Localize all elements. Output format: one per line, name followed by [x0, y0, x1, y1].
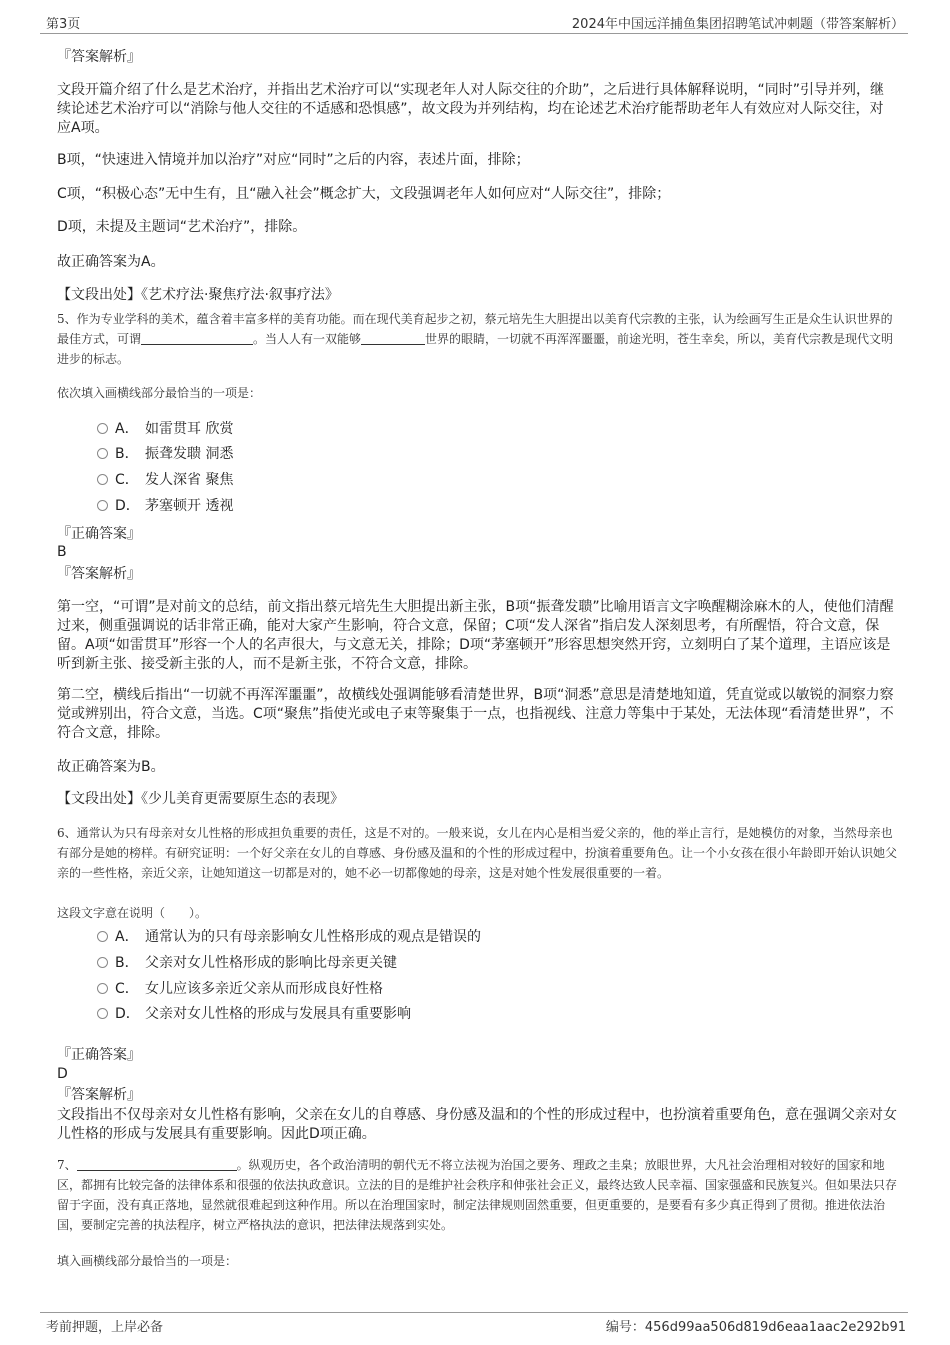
q7-prompt: 填入画横线部分最恰当的一项是： — [57, 1254, 238, 1268]
q7-stem-text: 。纵观历史，各个政治清明的朝代无不将立法视为治国之要务、理政之圭臬；放眼世界，大凡社会治理相对较好的国家和地区，都拥有比较完备的法律体系和很强的依法执政意识。立法的目的是维护社会秩序和伸张社会正义，最终达致人民幸福、国家强盛和民族复兴。但如果法只存留于字面，没有真正落地，显然就很难起到这种作用。所以在治理国家时，制定法律规则固然重要，但更重要的，是要看有多少真正得到了贯彻。推进依法治国，要制定完善的执法程序，树立严格执法的意识，把法律法规落到实处。 — [57, 1158, 898, 1232]
code-value: 456d99aa506d819d6eaa1aac2e292b91 — [644, 1320, 906, 1335]
option-letter: C． — [115, 981, 139, 997]
radio-icon[interactable] — [97, 423, 108, 434]
document-code — [606, 1316, 906, 1335]
q4-analysis-p3: C项，“积极心态”无中生有，且“融入社会”概念扩大，文段强调老年人如何应对“人际交往”，排除； — [57, 186, 671, 202]
q6-option-d[interactable] — [97, 1004, 411, 1024]
q5-option-b[interactable] — [97, 444, 233, 464]
q4-analysis-p1: 文段开篇介绍了什么是艺术治疗，并指出艺术治疗可以“实现老年人对人际交往的介助”，之后进行具体解释说明，“同时”引导并列，继续论述艺术治疗可以“消除与他人交往的不适感和恐惧感”，故文段为并列结构，均在论述艺术治疗能帮助老年人有效应对人际交往，对应A项。 — [57, 82, 885, 136]
q7-number: 7、 — [57, 1158, 77, 1172]
q6-option-b[interactable] — [97, 953, 397, 973]
footer-slogan: 考前押题，上岸必备 — [46, 1320, 164, 1335]
option-text: 父亲对女儿性格形成的影响比母亲更关键 — [145, 955, 397, 971]
radio-icon[interactable] — [97, 983, 108, 994]
q6-option-c[interactable] — [97, 979, 383, 999]
page-footer — [40, 1312, 908, 1335]
option-letter: D． — [115, 498, 140, 514]
radio-icon[interactable] — [97, 931, 108, 942]
q5-option-c[interactable] — [97, 470, 233, 490]
option-text: 发人深省 聚焦 — [145, 472, 234, 488]
q6-stem: 6、通常认为只有母亲对女儿性格的形成担负重要的责任，这是不对的。一般来说，女儿在内心是相当爱父亲的，他的举止言行，是她模仿的对象，当然母亲也有部分是她的榜样。有研究证明：一个好父亲在女儿的自尊感、身份感及温和的个性的形成过程中，扮演着重要角色。让一个小女孩在很小年龄即开始认识她父亲的一些性格，亲近父亲，让她知道这一切都是对的，她不必一切都像她的母亲，这是对她个性发展很重要的一着。 — [57, 826, 898, 880]
page-header — [40, 13, 908, 34]
q5-analysis-label: 『答案解析』 — [57, 566, 141, 582]
q6-analysis-label: 『答案解析』 — [57, 1087, 141, 1103]
q5-source: 【文段出处】《少儿美育更需要原生态的表现》 — [57, 791, 344, 807]
q5-analysis-p2: 第二空，横线后指出“一切就不再浑浑噩噩”，故横线处强调能够看清楚世界，B项“洞悉”意思是清楚地知道，凭直觉或以敏锐的洞察力察觉或辨别出，符合文意，当选。C项“聚焦”指使光或电子束等聚集于一点，也指视线、注意力等集中于某处，无法体现“看清楚世界”，不符合文意，排除。 — [57, 687, 894, 741]
q4-analysis-p4: D项，未提及主题词“艺术治疗”，排除。 — [57, 219, 307, 235]
option-letter: D． — [115, 1006, 140, 1022]
q7-stem — [57, 1155, 897, 1235]
q6-answer-label: 『正确答案』 — [57, 1047, 141, 1063]
q5-option-a[interactable] — [97, 419, 233, 439]
q4-analysis-label: 『答案解析』 — [57, 49, 141, 65]
q4-analysis-p2: B项，“快速进入情境并加以治疗”对应“同时”之后的内容，表述片面，排除； — [57, 152, 530, 168]
option-text: 通常认为的只有母亲影响女儿性格形成的观点是错误的 — [145, 929, 481, 945]
code-label: 编号： — [605, 1320, 645, 1335]
q5-stem-part1: 5、作为专业学科的美术，蕴含着丰富多样的美育功能。而在现代美育起步之初，蔡元培先生大胆提出以美育代宗教的主张，认为绘画写生正是众生认识世界的最佳方式，可谓 — [57, 312, 893, 346]
q6-prompt: 这段文字意在说明（ ）。 — [57, 906, 208, 920]
q6-analysis: 文段指出不仅母亲对女儿性格有影响，父亲在女儿的自尊感、身份感及温和的个性的形成过程中，也扮演着重要角色，意在强调父亲对女儿性格的形成与发展具有重要影响。因此D项正确。 — [57, 1107, 897, 1142]
q5-stem-part3: 世界的眼睛，一切就不再浑浑噩噩，前途光明，苍生幸矣，所以，美育代宗教是现代文明进步的标志。 — [57, 332, 894, 366]
q5-option-d[interactable] — [97, 496, 233, 516]
q5-stem-part2: 。当人人有一双能够 — [253, 332, 362, 346]
option-letter: B． — [115, 955, 139, 971]
q6-option-a[interactable] — [97, 927, 481, 947]
q7-blank — [77, 1158, 237, 1171]
q6-answer: D — [57, 1066, 68, 1082]
q5-answer-label: 『正确答案』 — [57, 526, 141, 542]
q4-source: 【文段出处】《艺术疗法·聚焦疗法·叙事疗法》 — [57, 287, 339, 303]
q5-blank-2 — [361, 332, 425, 345]
q5-analysis-p1: 第一空，“可谓”是对前文的总结，前文指出蔡元培先生大胆提出新主张，B项“振聋发聩”比喻用语言文字唤醒糊涂麻木的人，使他们清醒过来，侧重强调说的话非常正确，能对大家产生影响，符合文意，保留；C项“发人深省”指启发人深刻思考，有所醒悟，符合文意，保留。A项“如雷贯耳”形容一个人的名声很大，与文意无关，排除；D项“茅塞顿开”形容思想突然开窍，立刻明白了某个道理，主语应该是听到新主张、接受新主张的人，而不是新主张，不符合文意，排除。 — [57, 599, 894, 672]
option-letter: B． — [115, 446, 139, 462]
radio-icon[interactable] — [97, 474, 108, 485]
q5-stem — [57, 309, 897, 369]
q5-prompt: 依次填入画横线部分最恰当的一项是： — [57, 386, 262, 400]
option-letter: A． — [115, 421, 139, 437]
option-text: 女儿应该多亲近父亲从而形成良好性格 — [145, 981, 383, 997]
option-text: 茅塞顿开 透视 — [145, 498, 234, 514]
page-number: 第3页 — [46, 17, 81, 32]
option-text: 父亲对女儿性格的形成与发展具有重要影响 — [145, 1006, 411, 1022]
q5-conclusion: 故正确答案为B。 — [57, 759, 165, 775]
q5-answer: B — [57, 544, 67, 560]
q4-conclusion: 故正确答案为A。 — [57, 254, 165, 270]
option-letter: A． — [115, 929, 139, 945]
radio-icon[interactable] — [97, 1008, 108, 1019]
radio-icon[interactable] — [97, 500, 108, 511]
option-text: 如雷贯耳 欣赏 — [145, 421, 234, 437]
document-title: 2024年中国远洋捕鱼集团招聘笔试冲刺题（带答案解析） — [571, 17, 904, 32]
option-letter: C． — [115, 472, 139, 488]
q5-blank-1 — [141, 332, 253, 345]
radio-icon[interactable] — [97, 957, 108, 968]
radio-icon[interactable] — [97, 448, 108, 459]
option-text: 振聋发聩 洞悉 — [145, 446, 234, 462]
